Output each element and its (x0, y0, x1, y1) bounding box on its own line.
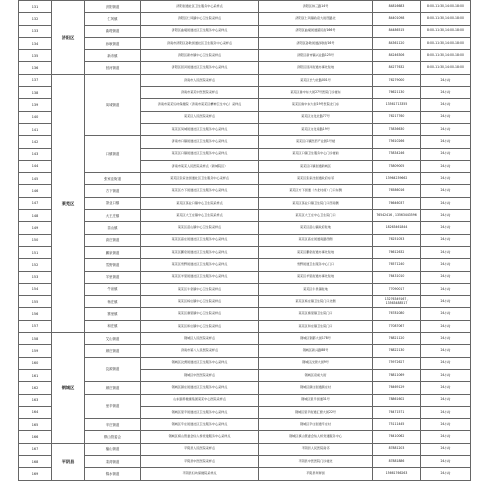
address-cell: 济阳区回河街道办事处驻地 (259, 62, 373, 74)
row-number: 142 (19, 136, 52, 148)
table-row (19, 13, 471, 25)
address-cell: 钢城区颜庄街道颜庄村 (259, 382, 373, 394)
address-cell: 雪野街道卫生服务中心门口 (259, 259, 373, 271)
street-cell: 榆山街道 (85, 443, 141, 455)
row-number: 133 (19, 25, 52, 37)
table-row (19, 394, 471, 406)
address-cell: 莱芜区口镇医药产业园1号楼 (259, 136, 373, 148)
site-cell: 济阳区仁风镇中心卫生院采样点 (141, 13, 259, 25)
site-cell: 济南市莱芜妇幼保健院（济南市莱芜区精神卫生中心）采样点 (141, 99, 259, 111)
phone-cell: 84361120 (373, 37, 421, 49)
address-cell: 钢城区汶源大街9号 (259, 357, 373, 369)
table-row (19, 25, 471, 37)
street-cell: 凤城街道 (85, 74, 141, 135)
phone-cell: 84277632 (373, 62, 421, 74)
hours-cell: 8:00-11:30,14:00-18:00 (421, 1, 471, 13)
row-number: 153 (19, 271, 52, 283)
address-cell: 莱芜区鹏泉街道办事处驻地 (259, 246, 373, 258)
hours-cell: 24小时 (421, 173, 471, 185)
phone-cell: 84401098 (373, 13, 421, 25)
site-cell: 济南市人民医院采样点 (141, 74, 259, 86)
hours-cell: 8:00-11:30,14:00-18:00 (421, 25, 471, 37)
address-cell: 济阳区仁风镇政府大街西路北 (259, 13, 373, 25)
table-row (19, 443, 471, 455)
hours-cell: 24小时 (421, 369, 471, 381)
hours-cell: 24小时 (421, 271, 471, 283)
address-cell: 莱芜区高庄街道南路西侧 (259, 234, 373, 246)
hours-cell: 24小时 (421, 222, 471, 234)
row-number: 140 (19, 111, 52, 123)
street-cell: 汶源街道 (85, 357, 141, 382)
row-number: 136 (19, 62, 52, 74)
table-row (19, 308, 471, 320)
site-cell: 莱芜区人民医院采样点 (141, 111, 259, 123)
site-cell: 莱芜区鹏泉街道社区卫生服务中心采样点 (141, 246, 259, 258)
phone-cell: 76410062 (373, 431, 421, 443)
address-cell: 钢城区府前大街 (259, 369, 373, 381)
table-row (19, 1, 471, 13)
hours-cell: 24小时 (421, 394, 471, 406)
row-number: 154 (19, 283, 52, 295)
row-number: 139 (19, 99, 52, 111)
street-cell: 艾山街道 (85, 333, 141, 345)
table-row (19, 283, 471, 295)
hours-cell: 24小时 (421, 99, 471, 111)
site-cell: 济南市济阳区孙耿街道社区卫生服务中心采样点 (141, 37, 259, 49)
hours-cell: 24小时 (421, 246, 471, 258)
row-number: 163 (19, 394, 52, 406)
hours-cell: 24小时 (421, 468, 471, 480)
address-cell: 钢城区里辛街道31号 (259, 394, 373, 406)
street-cell: 锦水街道 (85, 468, 141, 480)
table-row (19, 357, 471, 369)
site-cell: 平阴县妇幼保健院采样点 (141, 468, 259, 480)
street-cell: 和庄镇 (85, 320, 141, 332)
table-row (19, 296, 471, 308)
row-number: 131 (19, 1, 52, 13)
table-row (19, 234, 471, 246)
hours-cell: 24小时 (421, 308, 471, 320)
site-cell: 钢城区里辛街道社区卫生服务中心采样点 (141, 406, 259, 418)
hours-cell: 24小时 (421, 160, 471, 172)
site-cell: 钢城区人民医院采样点 (141, 333, 259, 345)
street-cell: 里辛街道 (85, 394, 141, 419)
row-number: 137 (19, 74, 52, 86)
row-number: 134 (19, 37, 52, 49)
street-cell: 回河街道 (85, 62, 141, 74)
table-row (19, 222, 471, 234)
phone-cell: 13561713355 (373, 99, 421, 111)
address-cell: 钢城区钢都大街178号 (259, 333, 373, 345)
hours-cell: 24小时 (421, 431, 471, 443)
row-number: 147 (19, 197, 52, 209)
street-cell: 新市镇 (85, 50, 141, 62)
table-row (19, 210, 471, 222)
table-row (19, 320, 471, 332)
phone-cell: 78861602 (373, 394, 421, 406)
phone-cell: 76646037 (373, 197, 421, 209)
row-number: 158 (19, 333, 52, 345)
phone-cell: 76612632 (373, 246, 421, 258)
phone-cell: 84246306 (373, 50, 421, 62)
address-cell: 莱芜区文化南路19号 (259, 123, 373, 135)
address-cell: 莱芜区羊里街道办事处驻地 (259, 271, 373, 283)
site-cell: 济南市第八人民医院采样点 (141, 345, 259, 357)
address-cell: 济阳区曲堤街道富民街166号 (259, 25, 373, 37)
hours-cell: 24小时 (421, 419, 471, 431)
phone-cell: 76811069 (373, 369, 421, 381)
site-cell: 莱芜区和庄镇中心卫生院采样点 (141, 320, 259, 332)
site-cell: 济南市口镇街道社区卫生服务中心采样点 (141, 136, 259, 148)
address-cell: 莱芜区方下街道（方北村前）门口东侧 (259, 185, 373, 197)
row-number: 135 (19, 50, 52, 62)
phone-cell: 18263461844 (373, 222, 421, 234)
address-cell: 平阴县中医医院门诊楼北 (259, 455, 373, 467)
street-cell: 辛庄街道 (85, 419, 141, 431)
street-cell: 棋山管委会 (85, 431, 141, 443)
address-cell: 钢城区棋山管委会仙人桥党建服务中心 (259, 431, 373, 443)
hours-cell: 24小时 (421, 210, 471, 222)
address-cell: 莱芜区文化北路77号 (259, 111, 373, 123)
phone-cell: 76469129 (373, 382, 421, 394)
phone-cell: 15661766263 (373, 468, 421, 480)
table-row (19, 333, 471, 345)
phone-cell: 13964239662 (373, 173, 421, 185)
phone-cell: 13276349167 , 13563488517 (373, 296, 421, 308)
address-cell: 钢城区新兴路88号 (259, 345, 373, 357)
phone-cell: 76821120 (373, 333, 421, 345)
site-cell: 莱芜区寨里镇中心卫生院采样点 (141, 308, 259, 320)
phone-cell: 75111445 (373, 419, 421, 431)
site-cell: 钢城区中医医院采样点 (141, 369, 259, 381)
row-number: 156 (19, 308, 52, 320)
table-row (19, 37, 471, 49)
phone-cell: 76431010 (373, 271, 421, 283)
site-cell: 济阳街道社区卫生服务中心采样点 (141, 1, 259, 13)
table-row (19, 345, 471, 357)
address-cell: 莱芜区茶业口镇卫生院门口西南侧 (259, 197, 373, 209)
street-cell: 栾湾街道 (85, 455, 141, 467)
site-cell: 莱芜区茶业口镇中心卫生院采样点 (141, 197, 259, 209)
district-cell: 钢城区 (52, 333, 85, 444)
table-row (19, 431, 471, 443)
phone-cell: 87881886 (373, 455, 421, 467)
phone-cell: 87881203 (373, 443, 421, 455)
address-cell: 济阳区纬三路14号 (259, 1, 373, 13)
hours-cell: 8:00-11:30,14:00-18:00 (421, 50, 471, 62)
hours-cell: 24小时 (421, 283, 471, 295)
site-cell: 莱芜区高庄街道社区卫生服务中心采样点 (141, 234, 259, 246)
phone-cell: 76781080 (373, 308, 421, 320)
hours-cell: 24小时 (421, 320, 471, 332)
hours-cell: 24小时 (421, 74, 471, 86)
street-cell: 颜庄街道 (85, 345, 141, 357)
hours-cell: 8:00-11:30,14:00-18:00 (421, 62, 471, 74)
phone-cell: 76621130 (373, 87, 421, 99)
table-row (19, 74, 471, 86)
table-row (19, 271, 471, 283)
hours-cell: 24小时 (421, 357, 471, 369)
address-cell: 莱芜区和庄镇卫生院门口 (259, 320, 373, 332)
street-cell: 寨里镇 (85, 308, 141, 320)
row-number: 152 (19, 259, 52, 271)
hours-cell: 24小时 (421, 333, 471, 345)
row-number: 161 (19, 369, 52, 381)
testing-sites-table (18, 0, 471, 481)
hours-cell: 24小时 (421, 148, 471, 160)
row-number: 160 (19, 357, 52, 369)
address-cell: 莱芜区鲁中东大街27号医院门诊楼东 (259, 87, 373, 99)
row-number: 141 (19, 123, 52, 135)
district-cell: 济阳区 (52, 1, 85, 75)
row-number: 145 (19, 173, 52, 185)
row-number: 166 (19, 431, 52, 443)
district-cell: 平阴县 (52, 443, 85, 480)
row-number: 132 (19, 13, 52, 25)
table-row (19, 62, 471, 74)
row-number: 151 (19, 246, 52, 258)
hours-cell: 24小时 (421, 136, 471, 148)
phone-cell: 76822130 (373, 345, 421, 357)
site-cell: 平阴县人民医院采样点 (141, 443, 259, 455)
phone-cell: 76279000 (373, 74, 421, 86)
site-cell: 莱芜区羊里街道社区卫生服务中心采样点 (141, 271, 259, 283)
phone-cell: 75836630 (373, 123, 421, 135)
hours-cell: 24小时 (421, 345, 471, 357)
hours-cell: 24小时 (421, 296, 471, 308)
phone-cell: 76217760 (373, 111, 421, 123)
row-number: 169 (19, 468, 52, 480)
phone-cell: 84816683 (373, 1, 421, 13)
address-cell: 莱芜区鲁中东大街19号医院北门东 (259, 99, 373, 111)
phone-cell: 75972627 (373, 357, 421, 369)
district-cell: 莱芜区 (52, 74, 85, 332)
hours-cell: 24小时 (421, 406, 471, 418)
site-cell: 钢城区颜庄街道社区卫生服务中心采样点 (141, 382, 259, 394)
site-cell: 莱芜区雪野街道社区卫生服务中心采样点 (141, 259, 259, 271)
site-cell: 济阳区新市镇中心卫生院采样点 (141, 50, 259, 62)
table-row (19, 185, 471, 197)
table-row (19, 246, 471, 258)
phone-cell: 76471571 (373, 406, 421, 418)
site-cell: 济南市莱芜人民医院采样点（新城院区） (141, 160, 259, 172)
address-cell: 莱芜区长勺北路001号 (259, 74, 373, 86)
site-cell: 莱芜区方下街道社区卫生服务中心采样点 (141, 185, 259, 197)
street-cell: 仁风镇 (85, 13, 141, 25)
phone-cell: 76251053 (373, 234, 421, 246)
table-row (19, 173, 471, 185)
hours-cell: 24小时 (421, 259, 471, 271)
row-number: 155 (19, 296, 52, 308)
row-number: 157 (19, 320, 52, 332)
hours-cell: 24小时 (421, 123, 471, 135)
site-cell: 莱芜区凤城街道社区卫生服务中心采样点 (141, 123, 259, 135)
street-cell: 高庄街道 (85, 234, 141, 246)
row-number: 165 (19, 419, 52, 431)
row-number: 146 (19, 185, 52, 197)
hours-cell: 24小时 (421, 185, 471, 197)
row-number: 164 (19, 406, 52, 418)
address-cell: 钢城区辛庄街道辛庄村 (259, 419, 373, 431)
site-cell: 钢城区棋山管委会仙人桥党建服务中心采样点 (141, 431, 259, 443)
address-cell: 莱芜区口镇街道新城区 (259, 160, 373, 172)
address-cell: 莱芜区杨庄镇卫生院门口北侧 (259, 296, 373, 308)
site-cell: 平阴县中医医院采样点 (141, 455, 259, 467)
street-cell: 茶业口镇 (85, 197, 141, 209)
table-row (19, 50, 471, 62)
table-row (19, 382, 471, 394)
site-cell: 山东颐养健康集团莱芜中心医院采样点 (141, 394, 259, 406)
row-number: 138 (19, 87, 52, 99)
address-cell: 莱芜区牛泉镇驻地 (259, 283, 373, 295)
site-cell: 莱芜区杨庄镇中心卫生院采样点 (141, 296, 259, 308)
hours-cell: 8:00-11:30,14:00-18:00 (421, 13, 471, 25)
phone-cell: 76586016 (373, 185, 421, 197)
phone-cell: 77087067 (373, 320, 421, 332)
hours-cell: 24小时 (421, 455, 471, 467)
street-cell: 张家洼街道 (85, 173, 141, 185)
address-cell: 济阳区新市镇兴业路125号 (259, 50, 373, 62)
row-number: 143 (19, 148, 52, 160)
hours-cell: 24小时 (421, 382, 471, 394)
site-cell: 莱芜区苗山镇中心卫生院采样点 (141, 222, 259, 234)
site-cell: 济阳区回河街道社区卫生服务中心采样点 (141, 62, 259, 74)
table-row (19, 259, 471, 271)
address-cell: 莱芜区寨里镇卫生院门口 (259, 308, 373, 320)
row-number: 150 (19, 234, 52, 246)
row-number: 167 (19, 443, 52, 455)
site-cell: 济阳区曲堤街道社区卫生服务中心采样点 (141, 25, 259, 37)
site-cell: 莱芜区牛泉镇中心卫生院采样点 (141, 283, 259, 295)
phone-cell: 76542416 , 13563443596 (373, 210, 421, 222)
street-cell: 济阳街道 (85, 1, 141, 13)
phone-cell: 75809005 (373, 160, 421, 172)
site-cell: 莱芜区口镇街道社区卫生服务中心采样点 (141, 148, 259, 160)
hours-cell: 24小时 (421, 234, 471, 246)
hours-cell: 8:00-11:30,14:00-18:00 (421, 37, 471, 49)
street-cell: 雪野街道 (85, 259, 141, 271)
address-cell: 莱芜区苗山镇政府驻地 (259, 222, 373, 234)
street-cell: 杨庄镇 (85, 296, 141, 308)
hours-cell: 24小时 (421, 197, 471, 209)
street-cell: 牛泉镇 (85, 283, 141, 295)
site-cell: 莱芜区大王庄镇中心卫生院采样点 (141, 210, 259, 222)
row-number: 148 (19, 210, 52, 222)
row-number: 144 (19, 160, 52, 172)
street-cell: 苗山镇 (85, 222, 141, 234)
table-row (19, 197, 471, 209)
address-cell: 莱芜区口镇卫生服务中心门诊楼前 (259, 148, 373, 160)
table-row (19, 455, 471, 467)
site-cell: 钢城区辛庄街道社区卫生服务中心采样点 (141, 419, 259, 431)
hours-cell: 24小时 (421, 443, 471, 455)
address-cell: 钢城区里辛街道汇源大街22号 (259, 406, 373, 418)
address-cell: 平阴县翠屏街 (259, 468, 373, 480)
phone-cell: 75834246 (373, 148, 421, 160)
address-cell: 莱芜区大王庄中心卫生院门口 (259, 210, 373, 222)
row-number: 168 (19, 455, 52, 467)
street-cell: 方下街道 (85, 185, 141, 197)
phone-cell: 77090017 (373, 283, 421, 295)
address-cell: 济阳区孙耿街道孙耿街16号 (259, 37, 373, 49)
site-cell: 钢城区汶源街道社区卫生服务中心采样点 (141, 357, 259, 369)
table-row (19, 468, 471, 480)
address-cell: 平阴县人民医院南邻 (259, 443, 373, 455)
phone-cell: 84486515 (373, 25, 421, 37)
site-cell: 莱芜区张家洼街道社区卫生服务中心采样点 (141, 173, 259, 185)
table-row (19, 136, 471, 148)
site-cell: 济南市莱芜中医医院采样点 (141, 87, 259, 99)
street-cell: 口镇街道 (85, 136, 141, 173)
street-cell: 颜庄街道 (85, 382, 141, 394)
street-cell: 鹏泉街道 (85, 246, 141, 258)
table-row (19, 419, 471, 431)
hours-cell: 24小时 (421, 87, 471, 99)
row-number: 159 (19, 345, 52, 357)
hours-cell: 24小时 (421, 111, 471, 123)
phone-cell: 76571240 (373, 259, 421, 271)
address-cell: 莱芜区张家洼街道政府东邻 (259, 173, 373, 185)
street-cell: 大王庄镇 (85, 210, 141, 222)
street-cell: 孙耿街道 (85, 37, 141, 49)
phone-cell: 75610266 (373, 136, 421, 148)
row-number: 149 (19, 222, 52, 234)
street-cell: 羊里街道 (85, 271, 141, 283)
row-number: 162 (19, 382, 52, 394)
street-cell: 曲堤街道 (85, 25, 141, 37)
